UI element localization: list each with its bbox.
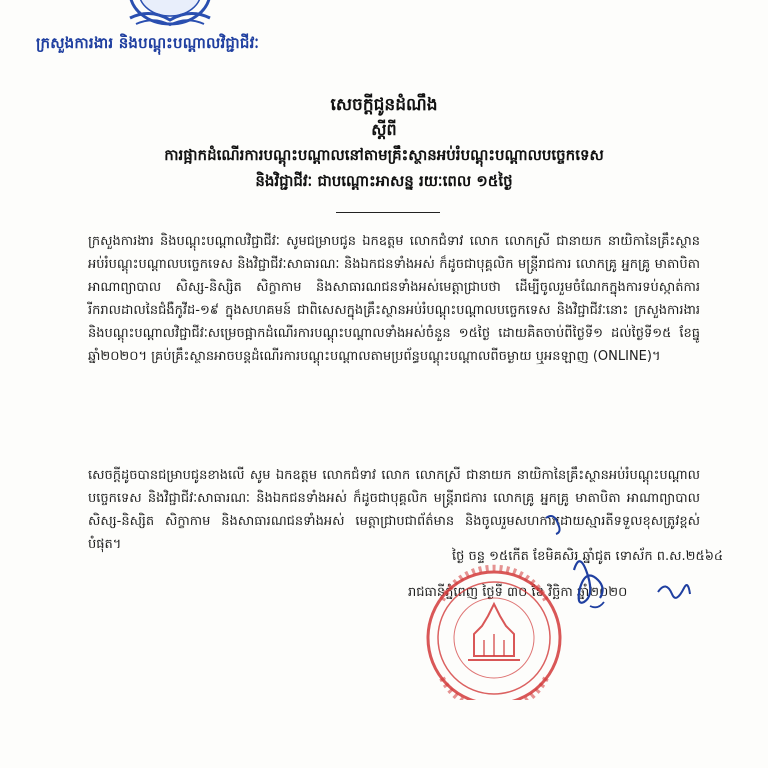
notice-subject: ការផ្អាកដំណើរការបណ្តុះបណ្តាលនៅតាមគ្រឹះស្ថានអប់រំបណ្តុះបណ្តាលបច្ចេកទេស bbox=[164, 146, 604, 164]
body-paragraph-2: សេចក្តីដូចបានជម្រាបជូនខាងលើ សូម ឯកឧត្តម លោកជំទាវ លោក លោកស្រី ជានាយក នាយិកានៃគ្រឹះស្ថានអប់រំបណ្តុះបណ្តាលបច្ចេកទេស និងវិជ្ជាជីវៈសាធារណៈ និងឯកជនទាំងអស់ ក៏ដូចជាបុគ្គលិក មន្ត្រីរាជការ លោកគ្រូ អ្នកគ្រូ មាតាបិតា អាណាព្យាបាល សិស្ស-និស្សិត សិក្ខាកាម និងសាធារណជនទាំងអស់ មេត្តាជ្រាបជាព័ត៌មាន និងចូលរួមសហការដោយស្មារតីទទួលខុសត្រូវខ្ពស់បំផុត។ bbox=[88, 468, 700, 552]
title-divider bbox=[336, 212, 440, 213]
lunar-date: ថ្ងៃ ចន្ទ ១៥កើត ខែមិគសិរ ឆ្នាំជូត ទោស័ក ព.ស.២៥៦៤ bbox=[452, 549, 724, 564]
notice-title: សេចក្តីជូនដំណឹង bbox=[330, 95, 438, 115]
ministry-emblem-icon bbox=[112, 0, 228, 28]
body-paragraph-1: ក្រសួងការងារ និងបណ្តុះបណ្តាលវិជ្ជាជីវៈ សូមជម្រាបជូន ឯកឧត្តម លោកជំទាវ លោក លោកស្រី ជានាយក នាយិកានៃគ្រឹះស្ថានអប់រំបណ្តុះបណ្តាលបច្ចេកទេស និងវិជ្ជាជីវៈសាធារណៈ និងឯកជនទាំងអស់ ក៏ដូចជាបុគ្គលិក មន្ត្រីរាជការ លោកគ្រូ អ្នកគ្រូ មាតាបិតា អាណាព្យាបាល សិស្ស-និស្សិត សិក្ខាកាម និងសាធារណជនទាំងអស់មេត្តាជ្រាបថា ដើម្បីចូលរួមចំណែកក្នុងការទប់ស្កាត់ការរីករាលដាលនៃជំងឺកូវីដ-១៩ ក្នុងសហគមន៍ ជាពិសេសក្នុងគ្រឹះស្ថានអប់រំបណ្តុះបណ្តាលបច្ចេកទេស និងវិជ្ជាជីវៈនោះ ក្រសួងការងារ និងបណ្តុះបណ្តាលវិជ្ជាជីវៈសម្រេចផ្អាកដំណើរការបណ្តុះបណ្តាលទាំងអស់ចំនួន ១៥ថ្ងៃ ដោយគិតចាប់ពីថ្ងៃទី១ ដល់ថ្ងៃទី១៥ ខែធ្នូ ឆ្នាំ២០២០។ គ្រប់គ្រឹះស្ថានអាចបន្តដំណើរការបណ្តុះបណ្តាលតាមប្រព័ន្ធបណ្តុះបណ្តាលពីចម្ងាយ ឬអនឡាញ (ONLINE)។ bbox=[88, 234, 700, 364]
notice-about: ស្តីពី bbox=[371, 120, 397, 139]
notice-subject-cont: និងវិជ្ជាជីវៈ ជាបណ្តោះអាសន្ន រយៈពេល ១៥ថ្ងៃ bbox=[255, 172, 513, 190]
ministry-name: ក្រសួងការងារ និងបណ្តុះបណ្តាលវិជ្ជាជីវៈ bbox=[36, 34, 260, 52]
solar-date: រាជធានីភ្នំពេញ ថ្ងៃទី ៣០ ខែ វិច្ឆិកា ឆ្នាំ២០២០ bbox=[408, 585, 628, 600]
notice-title-block bbox=[0, 92, 768, 194]
handwritten-signature-icon bbox=[540, 510, 710, 620]
